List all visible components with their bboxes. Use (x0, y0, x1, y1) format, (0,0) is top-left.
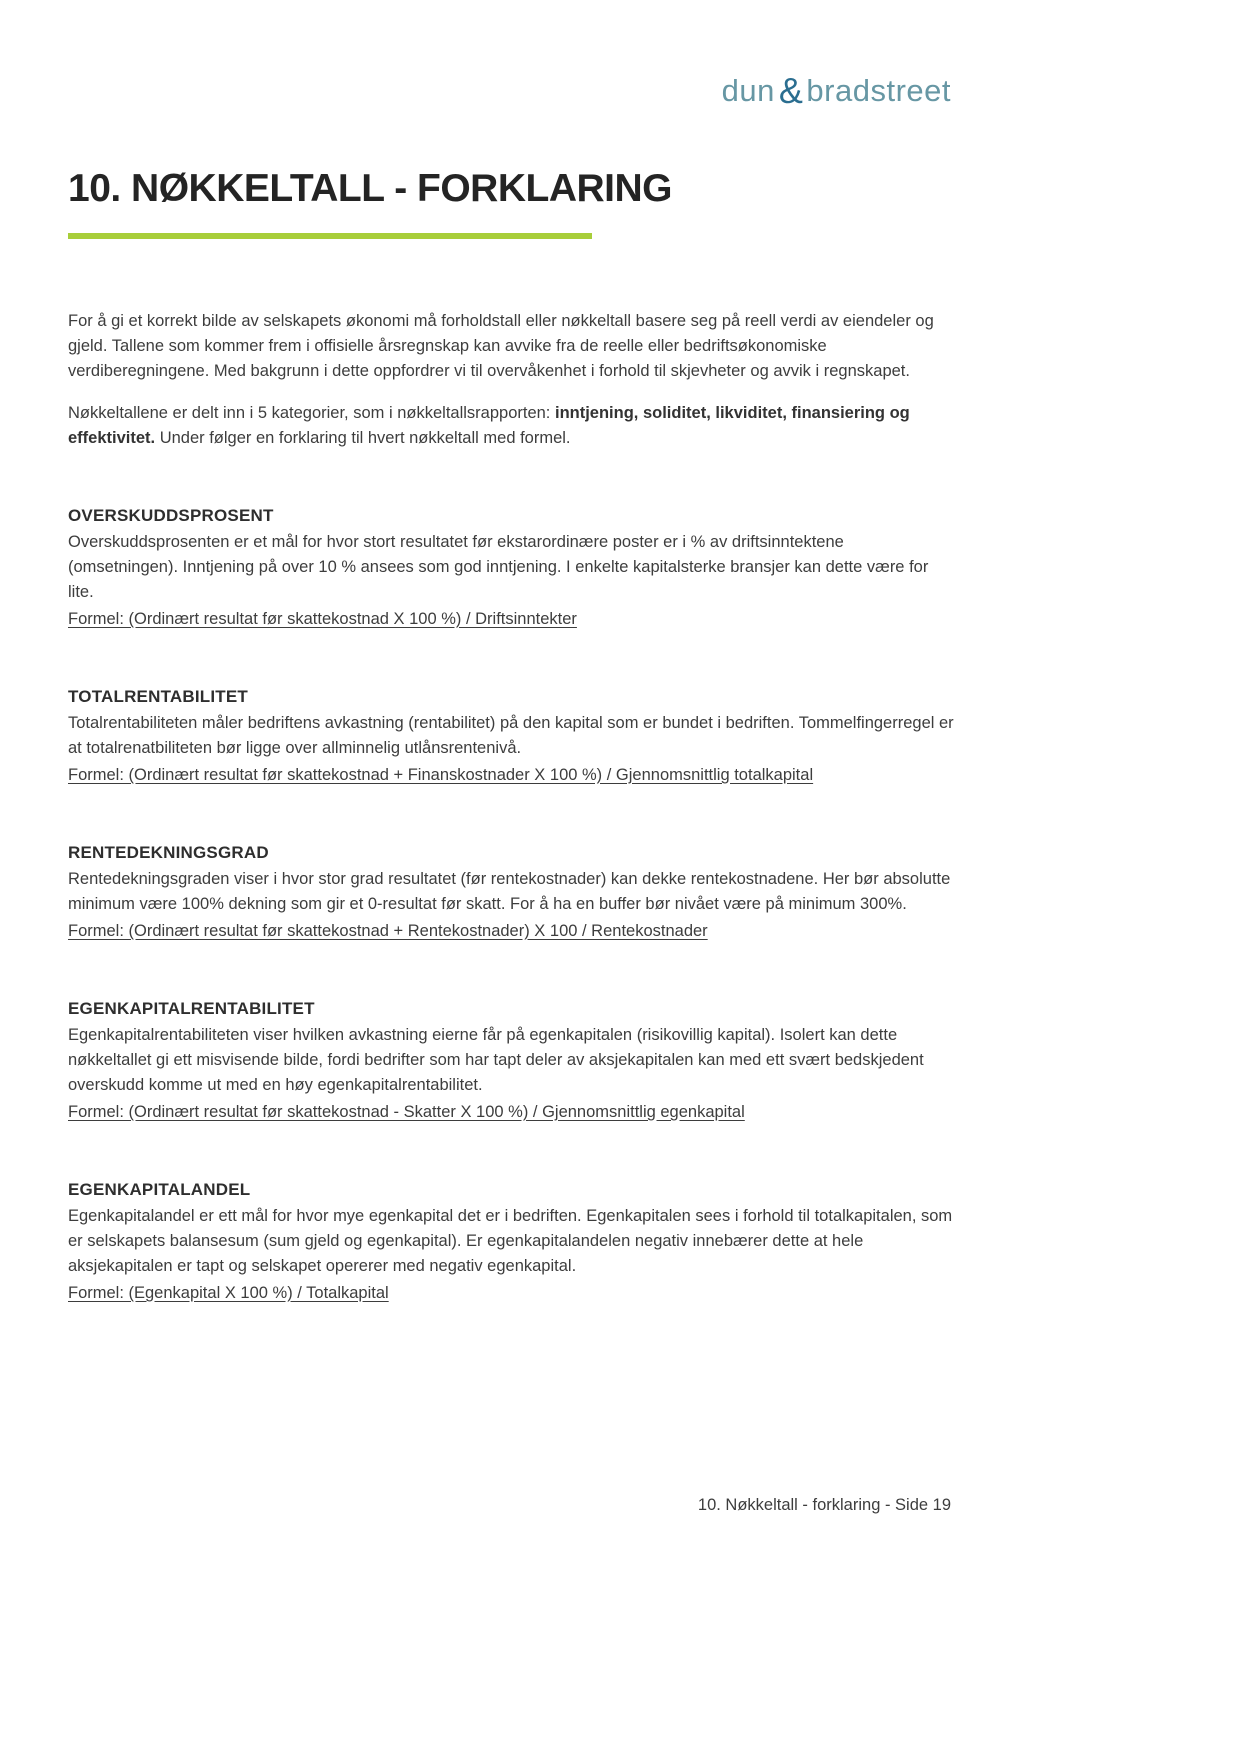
section-overskuddsprosent (68, 503, 956, 632)
logo-word-bradstreet: bradstreet (806, 73, 951, 108)
section-formula: Formel: (Egenkapital X 100 %) / Totalkapital (68, 1283, 389, 1302)
section-heading: EGENKAPITALRENTABILITET (68, 998, 315, 1018)
content-column (68, 168, 956, 1306)
section-heading: EGENKAPITALANDEL (68, 1179, 251, 1199)
section-egenkapitalrentabilitet (68, 996, 956, 1125)
section-body: Rentedekningsgraden viser i hvor stor grad resultatet (før rentekostnader) kan dekke rentekostnadene. Her bør absolutte minimum være 100% dekning som gir et 0-resultat før skatt. For å ha en buffer bør nivået være på minimum 300%. (68, 869, 951, 913)
section-formula: Formel: (Ordinært resultat før skattekostnad - Skatter X 100 %) / Gjennomsnittlig egenkapital (68, 1102, 745, 1121)
section-body: Egenkapitalandel er ett mål for hvor mye egenkapital det er i bedriften. Egenkapitalen sees i forhold til totalkapitalen, som er selskapets balansesum (sum gjeld og egenkapital). Er egenkapitalandelen negativ innebærer dette at hele aksjekapitalen er tapt og selskapet opererer med negativ egenkapital. (68, 1206, 953, 1275)
section-egenkapitalandel (68, 1177, 956, 1306)
section-heading: RENTEDEKNINGSGRAD (68, 842, 269, 862)
section-formula: Formel: (Ordinært resultat før skattekostnad + Finanskostnader X 100 %) / Gjennomsnittlig totalkapital (68, 765, 814, 784)
dun-bradstreet-logo (722, 70, 951, 112)
section-body: Overskuddsprosenten er et mål for hvor stort resultatet før ekstarordinære poster er i % av driftsinntektene (omsetningen). Inntjening på over 10 % ansees som god inntjening. I enkelte kapitalsterke bransjer kan dette være for lite. (68, 532, 929, 601)
logo-word-dun: dun (721, 73, 775, 108)
section-body: Totalrentabiliteten måler bedriftens avkastning (rentabilitet) på den kapital som er bundet i bedriften. Tommelfingerregel er at totalrenatbiliteten bør ligge over allminnelig utlånsrentenivå. (68, 713, 954, 757)
categories-paragraph (68, 401, 956, 451)
page-footer: 10. Nøkkeltall - forklaring - Side 19 (697, 1496, 951, 1514)
section-heading: OVERSKUDDSPROSENT (68, 505, 274, 525)
section-rentedekningsgrad (68, 840, 956, 944)
section-totalrentabilitet (68, 684, 956, 788)
categories-text-suffix: Under følger en forklaring til hvert nøkkeltall med formel. (155, 428, 571, 447)
section-body: Egenkapitalrentabiliteten viser hvilken avkastning eierne får på egenkapitalen (risikovillig kapital). Isolert kan dette nøkkeltallet gi ett misvisende bilde, fordi bedrifter som har tapt deler av aksjekapitalen kan med ett svært bedskjedent overskudd komme ut med en høy egenkapitalrentabilitet. (68, 1025, 924, 1094)
section-formula: Formel: (Ordinært resultat før skattekostnad X 100 %) / Driftsinntekter (68, 609, 577, 628)
page-title: 10. NØKKELTALL - FORKLARING (68, 167, 672, 210)
categories-text-prefix: Nøkkeltallene er delt inn i 5 kategorier, som i nøkkeltallsrapporten: (68, 403, 555, 422)
intro-paragraph: For å gi et korrekt bilde av selskapets økonomi må forholdstall eller nøkkeltall basere seg på reell verdi av eiendeler og gjeld. Tallene som kommer frem i offisielle årsregnskap kan avvike fra de reelle eller bedriftsøkonomiske verdiberegningene. Med bakgrunn i dette oppfordrer vi til overvåkenhet i forhold til skjevheter og avvik i regnskapet. (68, 311, 934, 380)
categories-bold-list: inntjening, soliditet, likviditet, finansiering og effektivitet. (68, 403, 910, 447)
section-formula: Formel: (Ordinært resultat før skattekostnad + Rentekostnader) X 100 / Rentekostnader (68, 921, 708, 940)
title-accent-bar (68, 233, 592, 239)
section-heading: TOTALRENTABILITET (68, 686, 248, 706)
logo-ampersand-icon: & (778, 70, 804, 111)
